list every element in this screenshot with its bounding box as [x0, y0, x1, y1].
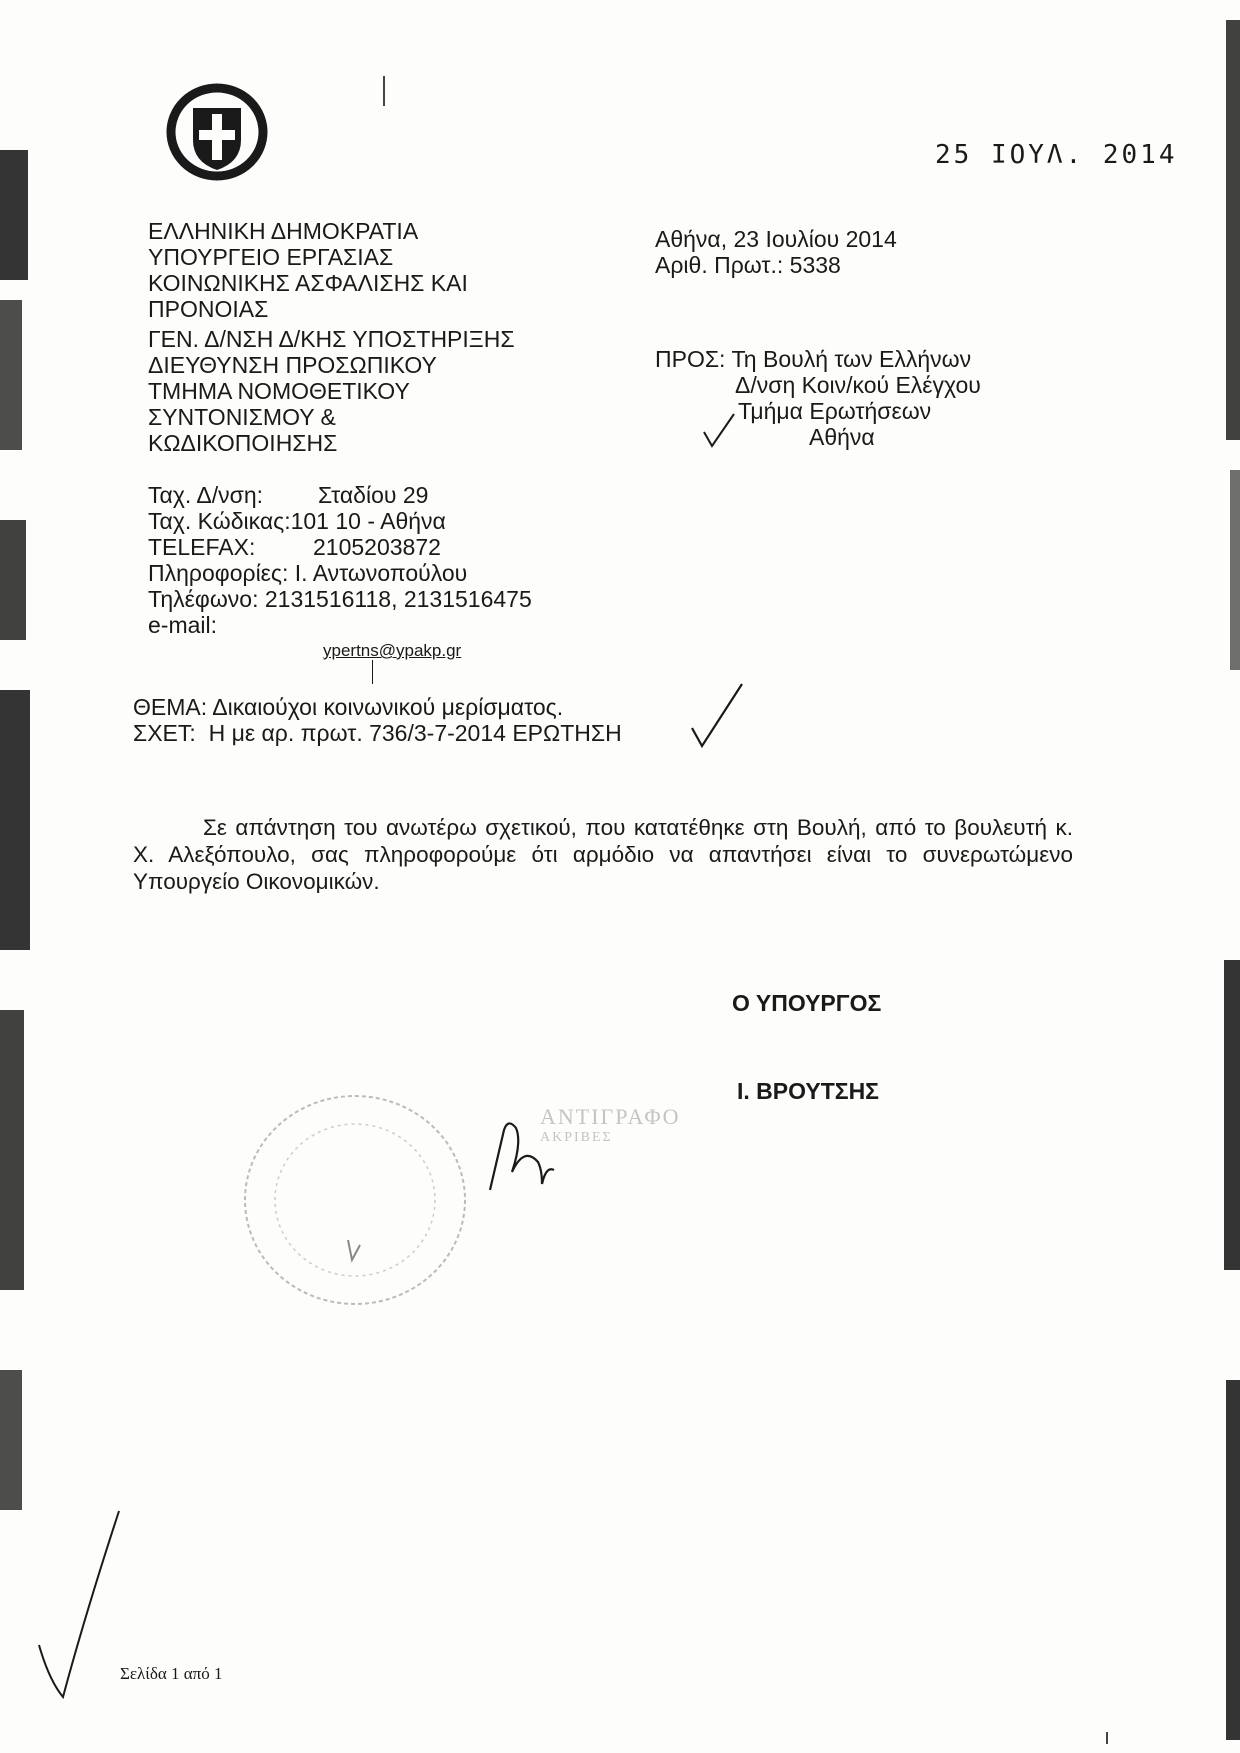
info-label: Πληροφορίες:	[148, 560, 289, 586]
checkmark-icon	[700, 410, 740, 450]
org-line: ΕΛΛΗΝΙΚΗ ΔΗΜΟΚΡΑΤΙΑ	[148, 218, 419, 244]
letter-date: Αθήνα, 23 Ιουλίου 2014	[655, 226, 897, 252]
org-line: ΓΕΝ. Δ/ΝΣΗ Δ/ΚΗΣ ΥΠΟΣΤΗΡΙΞΗΣ	[148, 326, 515, 352]
address-label: Ταχ. Δ/νση:	[148, 482, 264, 508]
page-footer: Σελίδα 1 από 1	[120, 1664, 223, 1683]
subject-row	[133, 694, 622, 720]
reference-row	[133, 720, 622, 746]
reference-label: ΣΧΕΤ:	[133, 720, 196, 746]
phone-row	[148, 586, 532, 612]
phone-value: 2131516118, 2131516475	[264, 586, 532, 612]
info-row	[148, 560, 532, 586]
scan-edge-left-2	[0, 300, 22, 450]
email-link[interactable]: ypertns@ypakp.gr	[323, 641, 462, 660]
body-paragraph: Σε απάντηση του ανωτέρω σχετικού, που κατατέθηκε στη Βουλή, από το βουλευτή κ. Χ. Αλεξόπουλο, σας πληροφορούμε ότι αρμόδιο να απαντήσει είναι το συνερωτώμενο Υπουργείο Οικονομικών.	[133, 815, 1073, 894]
received-date-stamp: 25 ΙΟΥΛ. 2014	[935, 140, 1178, 170]
scan-edge-left-3	[0, 520, 26, 640]
scan-edge-left-5	[0, 1010, 24, 1290]
recipient-line-4: Αθήνα	[809, 424, 875, 450]
subject-label: ΘΕΜΑ:	[133, 694, 208, 720]
org-line: ΥΠΟΥΡΓΕΙΟ ΕΡΓΑΣΙΑΣ	[148, 244, 394, 270]
fax-label: TELEFAX:	[148, 534, 256, 560]
coat-of-arms-emblem	[163, 82, 271, 182]
scan-mark	[1106, 1732, 1108, 1744]
protocol-number: Αριθ. Πρωτ.: 5338	[655, 252, 841, 278]
checkmark-icon	[688, 680, 748, 750]
scan-mark	[383, 76, 385, 106]
email-stamp-mark	[372, 660, 373, 684]
margin-checkmark-icon	[35, 1505, 125, 1705]
org-line: ΤΜΗΜΑ ΝΟΜΟΘΕΤΙΚΟΥ	[148, 378, 410, 404]
org-line: ΚΟΙΝΩΝΙΚΗΣ ΑΣΦΑΛΙΣΗΣ ΚΑΙ	[148, 270, 468, 296]
recipient-line-3: Τμήμα Ερωτήσεων	[738, 398, 932, 424]
contact-block	[148, 482, 532, 660]
postal-label: Ταχ. Κώδικας:	[148, 508, 291, 534]
org-line: ΔΙΕΥΘΥΝΣΗ ΠΡΟΣΩΠΙΚΟΥ	[148, 352, 437, 378]
fax-row	[148, 534, 532, 560]
reference-text: Η με αρ. πρωτ. 736/3-7-2014 ΕΡΩΤΗΣΗ	[208, 720, 622, 746]
signature-name: Ι. ΒΡΟΥΤΣΗΣ	[737, 1078, 879, 1104]
handwritten-signature	[478, 1108, 558, 1198]
copy-stamp-text	[540, 1104, 680, 1146]
official-seal	[240, 1090, 470, 1310]
recipient-label: ΠΡΟΣ:	[655, 346, 726, 372]
date-block	[655, 226, 897, 278]
scan-edge-right-1	[1226, 20, 1240, 440]
scan-edge-left-4	[0, 690, 30, 950]
copy-stamp-line-2: ΑΚΡΙΒΕΣ	[540, 1130, 613, 1145]
scan-edge-left-1	[0, 150, 28, 280]
org-line: ΠΡΟΝΟΙΑΣ	[148, 296, 269, 322]
copy-stamp-line-1: ΑΝΤΙΓΡΑΦΟ	[540, 1104, 681, 1129]
scan-edge-right-4	[1226, 1380, 1240, 1740]
org-line: ΚΩΔΙΚΟΠΟΙΗΣΗΣ	[148, 430, 338, 456]
scan-edge-left-6	[0, 1370, 22, 1510]
address-row	[148, 482, 532, 508]
org-line: ΣΥΝΤΟΝΙΣΜΟΥ &	[148, 404, 336, 430]
fax-value: 2105203872	[313, 534, 441, 560]
subject-block	[133, 694, 622, 746]
address-value: Σταδίου 29	[318, 482, 429, 508]
signature-title: Ο ΥΠΟΥΡΓΟΣ	[732, 990, 882, 1016]
subject-text: Δικαιούχοι κοινωνικού μερίσματος.	[212, 694, 564, 720]
recipient-line-1: Τη Βουλή των Ελλήνων	[731, 346, 972, 372]
recipient-line-2: Δ/νση Κοιν/κού Ελέγχου	[735, 372, 981, 398]
info-value: Ι. Αντωνοπούλου	[294, 560, 468, 586]
email-row	[148, 612, 532, 660]
phone-label: Τηλέφωνο:	[148, 586, 259, 612]
scan-edge-right-3	[1224, 960, 1240, 1270]
postal-value: 101 10 - Αθήνα	[290, 508, 446, 534]
recipient-row-1	[655, 346, 981, 372]
postal-row	[148, 508, 532, 534]
scan-edge-right-2	[1230, 470, 1240, 670]
org-header	[148, 218, 515, 456]
email-label: e-mail:	[148, 612, 218, 638]
